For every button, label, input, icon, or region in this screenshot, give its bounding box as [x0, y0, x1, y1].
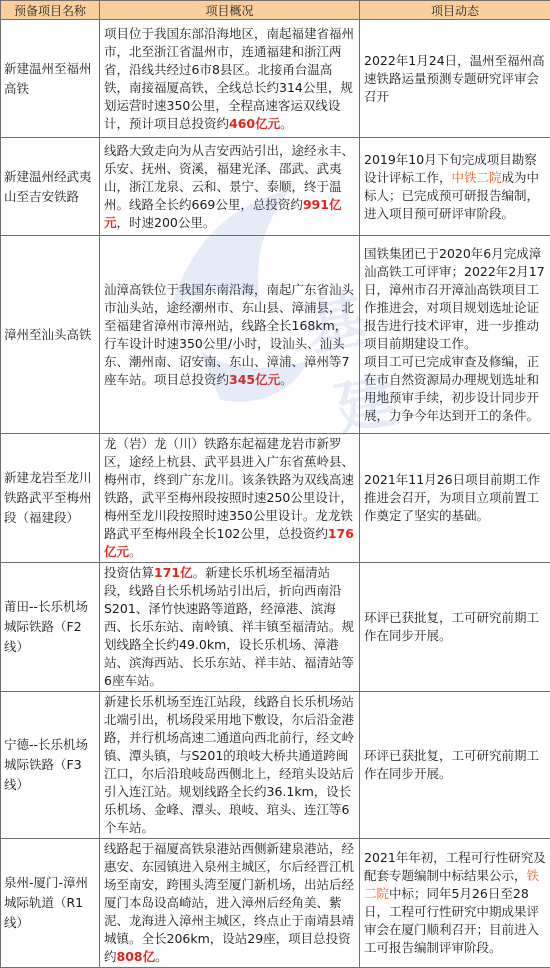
company-highlight: 中铁二院 [452, 170, 502, 185]
project-name-cell: 漳州至汕头高铁 [1, 236, 100, 434]
project-overview-cell [100, 563, 360, 692]
project-overview-cell [100, 138, 360, 236]
project-name-cell: 莆田--长乐机场城际铁路（F2线） [1, 563, 100, 692]
dynamic-text: 2022年1月24日，温州至福州高速铁路运量预测专题研究评审会召开 [364, 53, 545, 104]
project-overview-cell [100, 20, 360, 138]
dynamic-text: 成为中标人；已完成预可研报告编制，进入项目预可研评审阶段。 [364, 170, 539, 221]
company-highlight: 铁二院 [364, 868, 539, 901]
project-dynamic-cell [360, 236, 550, 434]
table-row [1, 434, 550, 563]
overview-text: 。 [155, 949, 168, 964]
table-row [1, 563, 550, 692]
investment-amount: 171亿 [154, 565, 193, 580]
project-dynamic-cell [360, 138, 550, 236]
project-name-cell: 泉州-厦门-漳州城际轨道（R1线） [1, 839, 100, 968]
overview-text: ，时速200公里。 [117, 215, 216, 230]
dynamic-text: 项目工可已完成审查及修编，正在市自然资源局办理规划选址和用地预审手续，初步设计同步开展，力争今年达到开工的条件。 [364, 354, 539, 423]
dynamic-text: 环评已获批复，工可研究前期工作在同步开展。 [364, 610, 539, 643]
project-dynamic-cell [360, 839, 550, 968]
header-overview: 项目概况 [100, 1, 360, 20]
table-row [1, 20, 550, 138]
project-overview-cell [100, 692, 360, 839]
table-row [1, 138, 550, 236]
project-dynamic-cell [360, 434, 550, 563]
project-dynamic-cell [360, 563, 550, 692]
investment-amount: 808亿 [117, 949, 156, 964]
investment-amount: 176亿元 [104, 526, 354, 559]
project-name-cell: 新建龙岩至龙川铁路武平至梅州段（福建段） [1, 434, 100, 563]
header-dynamic: 项目动态 [360, 1, 550, 20]
dynamic-text: 2019年10月下旬完成项目勘察设计评标工作， [364, 152, 537, 185]
table-header-row [1, 1, 550, 20]
overview-text: 汕漳高铁位于我国东南沿海，南起广东省汕头市汕头站，途经潮州市、东山县、漳浦县，北至福建省漳州市漳州站，线路全长168km，行车设计时速350公里/小时，设汕头、汕头东、潮州南、诏安南、东山、漳浦、漳州等7座车站。项目总投资约 [104, 282, 354, 387]
project-dynamic-cell [360, 692, 550, 839]
overview-text: 。 [280, 372, 293, 387]
table-row [1, 839, 550, 968]
project-name-cell: 新建温州经武夷山至吉安铁路 [1, 138, 100, 236]
project-overview-cell [100, 434, 360, 563]
project-name-cell: 宁德--长乐机场城际铁路（F3线） [1, 692, 100, 839]
overview-text: 新建长乐机场至连江站段，线路自长乐机场站北端引出，机场段采用地下敷设，尔后沿金港路，并行机场高速二通道向西北前行，经文岭镇、潭头镇，与S201的琅岐大桥共通道跨闽江口，尔后沿琅岐岛西侧北上，经琯头设站后引入连江站。规划线路全长约36.1km，设长乐机场、金峰、潭头、琅岐、琯头、连江等6个车站。 [104, 694, 354, 835]
overview-text: 线路起于福厦高铁泉港站西侧新建泉港站，经惠安、东园镇进入泉州主城区，尔后经晋江机场至南安，跨围头湾至厦门新机场，出站后经厦门本岛设高崎站，进入漳州后经角美、紫泥、龙海进入漳州主城区，终点止于南靖县靖城镇。全长206km，设站29座，项目总投资约 [104, 841, 354, 964]
project-overview-cell [100, 236, 360, 434]
overview-text: 投资估算 [104, 565, 154, 580]
dynamic-text: 国铁集团已于2020年6月完成漳汕高铁工可评审；2022年2月17日，漳州市召开漳汕高铁项目工作推进会，对项目规划选址论证报告进行技术评审，进一步推动项目前期建设工作。 [364, 246, 545, 351]
project-dynamic-cell [360, 20, 550, 138]
header-project-name: 预备项目名称 [1, 1, 100, 20]
dynamic-text: 环评已获批复，工可研究前期工作在同步开展。 [364, 748, 539, 781]
overview-text: 。 [129, 544, 142, 559]
overview-text: 。 [280, 116, 293, 131]
overview-text: 项目位于我国东部沿海地区，南起福建省福州市，北至浙江省温州市，连通福建和浙江两省，沿线共经过6市8县区。北接甬台温高铁，南接福厦高铁，全线总长约314公里，规划运营时速350公里，全程高速客运双线设计，预计项目总投资约 [104, 26, 354, 131]
investment-amount: 460亿元 [229, 116, 280, 131]
svg-text:建: 建 [330, 365, 401, 444]
svg-text:基: 基 [300, 285, 371, 364]
overview-text: 龙（岩）龙（川）铁路东起福建龙岩市新罗区，途经上杭县、武平县进入广东省蕉岭县、梅州市，终到广东龙川。该条铁路为双线高速铁路，武平至梅州段按照时速250公里设计，梅州至龙川段按照时速350公里设计。龙龙铁路武平至梅州段全长102公里，总投资约 [104, 436, 354, 541]
overview-text: 线路大致走向为从吉安西站引出，途经永丰、乐安、抚州、资溪，福建光泽、邵武、武夷山，浙江龙泉、云和、景宁、泰顺，终于温州。线路全长约669公里，总投资约 [104, 143, 354, 212]
table-row [1, 236, 550, 434]
dynamic-text: 2021年年初，工程可行性研究及配套专题编制中标结果公示， [364, 850, 546, 883]
overview-text: 。新建长乐机场至福清站段，线路自长乐机场站引出后，折向西南沿S201、泽竹快速路等道路，经漳港、滨海西、长乐东站、南岭镇、祥丰镇至福清站。规划线路全长约49.0km，设长乐机场、漳港站、滨海西站、长乐东站、祥丰站、福清站等6座车站。 [104, 565, 354, 688]
dynamic-text: 2021年11月26日项目前期工作推进会召开，为项目立项前置工作奠定了坚实的基础。 [364, 472, 540, 523]
table-row [1, 692, 550, 839]
investment-amount: 991亿元 [104, 197, 341, 230]
investment-amount: 345亿元 [229, 372, 280, 387]
dynamic-text: 中标；同年5月26日至28日，工程可行性研究中期成果评审会在厦门顺利召开；目前进入工可报告编制评审阶段。 [364, 886, 539, 955]
project-name-cell: 新建温州至福州高铁 [1, 20, 100, 138]
project-overview-cell [100, 839, 360, 968]
